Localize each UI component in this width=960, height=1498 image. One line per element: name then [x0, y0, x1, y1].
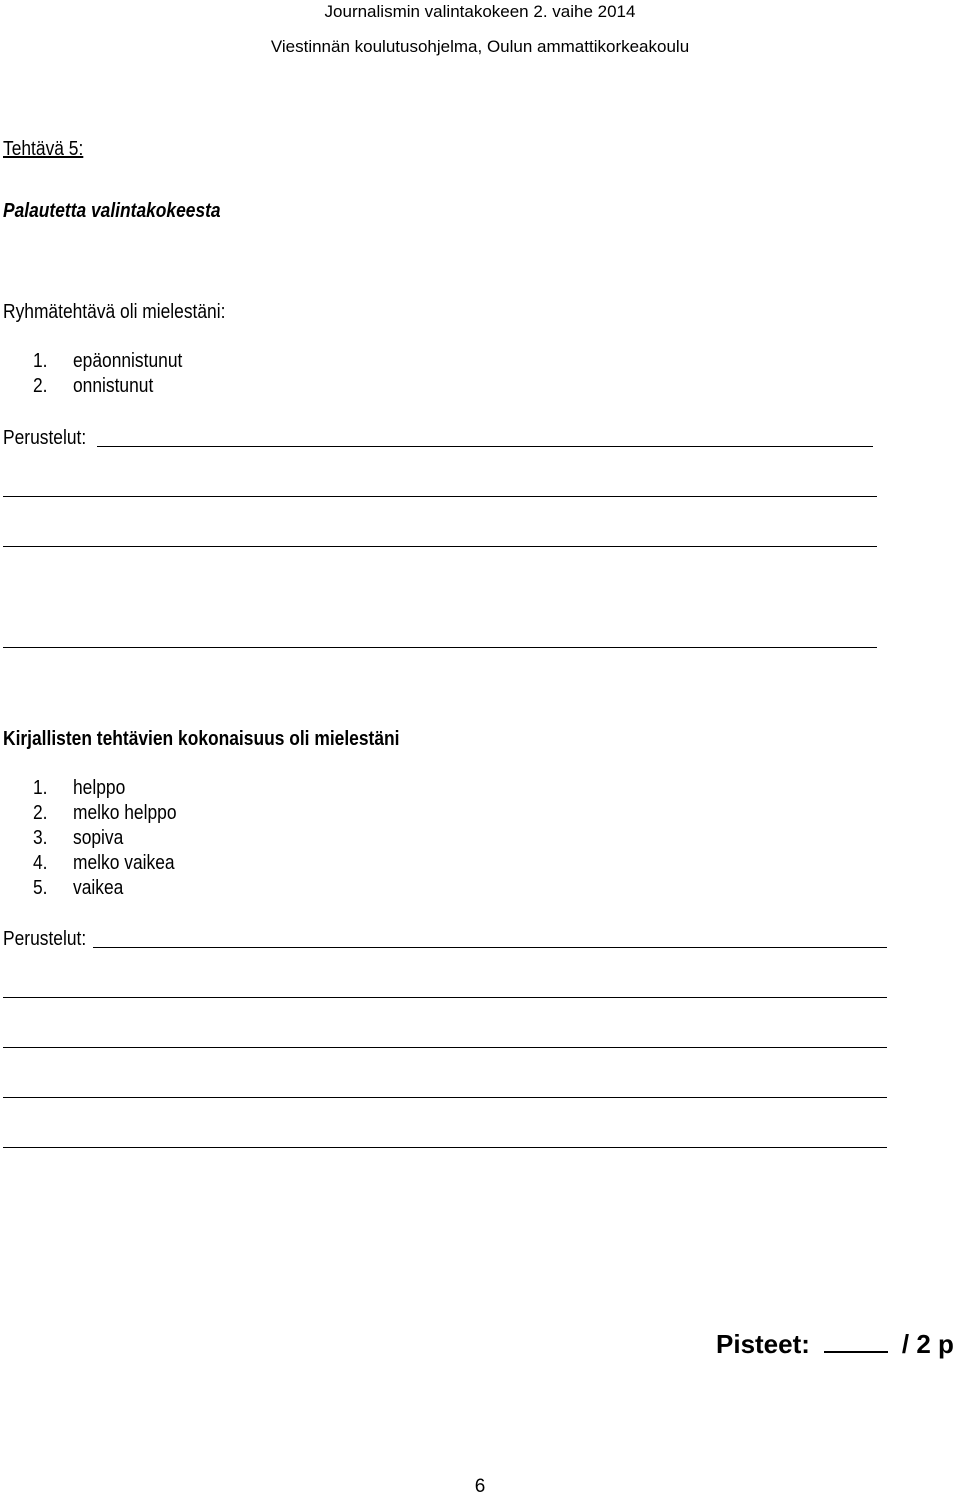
q1-answer-line[interactable] [3, 546, 877, 547]
q2-question: Kirjallisten tehtävien kokonaisuus oli mielestäni [3, 728, 400, 750]
q2-answer-line[interactable] [3, 997, 887, 998]
score-suffix: / 2 p [901, 1329, 954, 1359]
q2-option-1-label: helppo [73, 777, 126, 799]
q1-option-1-number: 1. [32, 350, 48, 372]
q2-option-5-label: vaikea [73, 877, 124, 899]
q2-option-5-number: 5. [32, 877, 48, 899]
q2-answer-line[interactable] [93, 947, 887, 948]
header-title: Journalismin valintakokeen 2. vaihe 2014 [324, 2, 636, 21]
q1-question: Ryhmätehtävä oli mielestäni: [3, 301, 226, 323]
score-line [716, 1329, 954, 1360]
page-number: 6 [474, 1476, 486, 1497]
q1-answer-line[interactable] [3, 647, 877, 648]
score-blank[interactable] [824, 1329, 888, 1353]
q2-answer-line[interactable] [3, 1047, 887, 1048]
q1-answer-line[interactable] [3, 496, 877, 497]
q1-answer-line[interactable] [97, 446, 873, 447]
q2-option-4-label: melko vaikea [73, 852, 175, 874]
header-subtitle: Viestinnän koulutusohjelma, Oulun ammattikorkeakoulu [270, 37, 690, 56]
task-title: Tehtävä 5: [3, 138, 84, 160]
q1-option-2-label: onnistunut [73, 375, 154, 397]
q2-option-2-number: 2. [32, 802, 48, 824]
q1-option-2-number: 2. [32, 375, 48, 397]
q1-option-1-label: epäonnistunut [73, 350, 183, 372]
q2-option-3-label: sopiva [73, 827, 124, 849]
q2-option-1-number: 1. [32, 777, 48, 799]
q2-answer-line[interactable] [3, 1097, 887, 1098]
q2-option-4-number: 4. [32, 852, 48, 874]
q2-option-2-label: melko helppo [73, 802, 177, 824]
task-subtitle: Palautetta valintakokeesta [3, 200, 221, 222]
q2-answer-line[interactable] [3, 1147, 887, 1148]
q2-perustelut-label: Perustelut: [3, 928, 87, 950]
q2-option-3-number: 3. [32, 827, 48, 849]
q1-perustelut-label: Perustelut: [3, 427, 87, 449]
score-label: Pisteet: [716, 1329, 810, 1359]
